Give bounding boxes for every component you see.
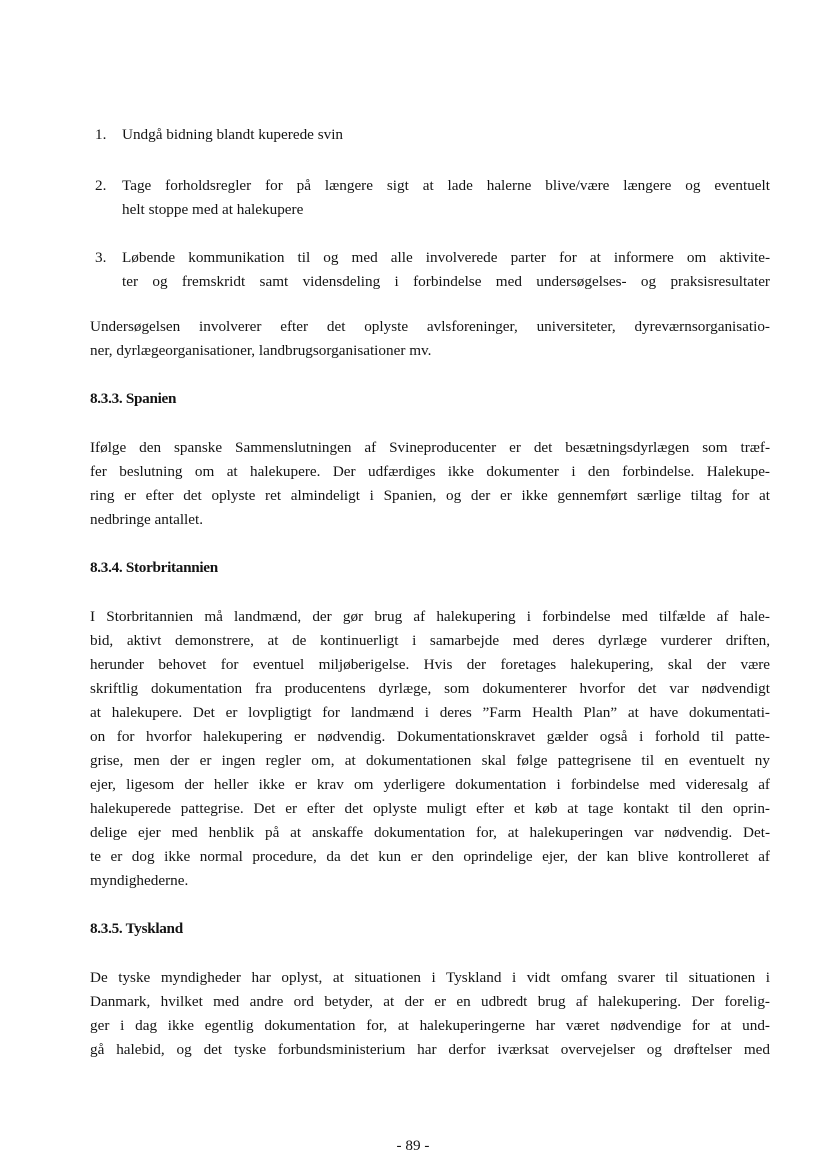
- section-body-tyskland: [90, 966, 770, 1062]
- list-item: [95, 123, 770, 147]
- paragraph-line: Ifølge den spanske Sammenslutningen af Svineproducenter er det besætningsdyrlægen som træf-: [90, 439, 770, 456]
- paragraph-line: bid, aktivt demonstrere, at de kontinuerligt i samarbejde med deres dyrlæge vurderer driften,: [90, 632, 770, 649]
- paragraph-line: delige ejer med henblik på at anskaffe dokumentation for, at halekuperingen var nødvendig. Det-: [90, 824, 770, 841]
- paragraph-line: grise, men der er ingen regler om, at dokumentationen skal følge pattegrisene til en eventuelt ny: [90, 752, 770, 769]
- section-heading-storbritannien: 8.3.4. Storbritannien: [90, 559, 218, 576]
- paragraph-line: ger i dag ikke egentlig dokumentation for, at halekuperingerne har været nødvendige for at und-: [90, 1017, 770, 1034]
- list-number: 1.: [95, 126, 107, 143]
- paragraph-line: ejer, ligesom der heller ikke er krav om yderligere dokumentation i forbindelse med videresalg af: [90, 776, 770, 793]
- paragraph-line: at halekupere. Det er lovpligtigt for landmænd i deres ”Farm Health Plan” at have dokumentati-: [90, 704, 770, 721]
- list-line: helt stoppe med at halekupere: [122, 201, 304, 218]
- paragraph-line: on for hvorfor halekupering er nødvendig. Dokumentationskravet gælder også i forhold til patte-: [90, 728, 770, 745]
- paragraph-line: skriftlig dokumentation fra producentens dyrlæge, som dokumenterer hvorfor det var nødvendigt: [90, 680, 770, 697]
- list-line: Tage forholdsregler for på længere sigt at lade halerne blive/være længere og eventuelt: [122, 177, 770, 194]
- list-number: 3.: [95, 249, 107, 266]
- paragraph-line: te er dog ikke normal procedure, da det kun er den oprindelige ejer, der kan blive kontrolleret af: [90, 848, 770, 865]
- paragraph-line: De tyske myndigheder har oplyst, at situationen i Tyskland i vidt omfang svarer til situationen i: [90, 969, 770, 986]
- paragraph-line: Undersøgelsen involverer efter det oplyste avlsforeninger, universiteter, dyreværnsorganisatio-: [90, 318, 770, 335]
- paragraph-line: halekuperede pattegrise. Det er efter det oplyste muligt efter et køb at tage kontakt til den oprin-: [90, 800, 770, 817]
- section-heading-tyskland: 8.3.5. Tyskland: [90, 920, 183, 937]
- list-line: Løbende kommunikation til og med alle involverede parter for at informere om aktivite-: [122, 249, 770, 266]
- paragraph-line: ner, dyrlægeorganisationer, landbrugsorganisationer mv.: [90, 342, 432, 359]
- paragraph-line: gå halebid, og det tyske forbundsministerium har derfor iværksat overvejelser og drøftelser med: [90, 1041, 770, 1058]
- list-number: 2.: [95, 177, 107, 194]
- paragraph-line: fer beslutning om at halekupere. Der udfærdiges ikke dokumenter i den forbindelse. Halekupe-: [90, 463, 770, 480]
- section-heading-spanien: 8.3.3. Spanien: [90, 390, 177, 407]
- paragraph-line: ring er efter det oplyste ret almindeligt i Spanien, og der er ikke gennemført særlige tiltag for at: [90, 487, 770, 504]
- paragraph-line: I Storbritannien må landmænd, der gør brug af halekupering i forbindelse med tilfælde af hale-: [90, 608, 770, 625]
- intro-paragraph: [90, 315, 770, 363]
- list-line: ter og fremskridt samt vidensdeling i forbindelse med undersøgelses- og praksisresultater: [122, 273, 770, 290]
- paragraph-line: myndighederne.: [90, 872, 189, 889]
- section-body-spanien: [90, 436, 770, 532]
- section-body-storbritannien: [90, 605, 770, 893]
- list-item: [95, 174, 770, 222]
- paragraph-line: nedbringe antallet.: [90, 511, 204, 528]
- page-number: - 89 -: [396, 1137, 430, 1154]
- list-item: [95, 246, 770, 294]
- paragraph-line: Danmark, hvilket med andre ord betyder, at der er en udbredt brug af halekupering. Der forelig-: [90, 993, 770, 1010]
- paragraph-line: herunder behovet for eventuel miljøberigelse. Hvis der foretages halekupering, skal der være: [90, 656, 770, 673]
- list-line: Undgå bidning blandt kuperede svin: [122, 126, 344, 143]
